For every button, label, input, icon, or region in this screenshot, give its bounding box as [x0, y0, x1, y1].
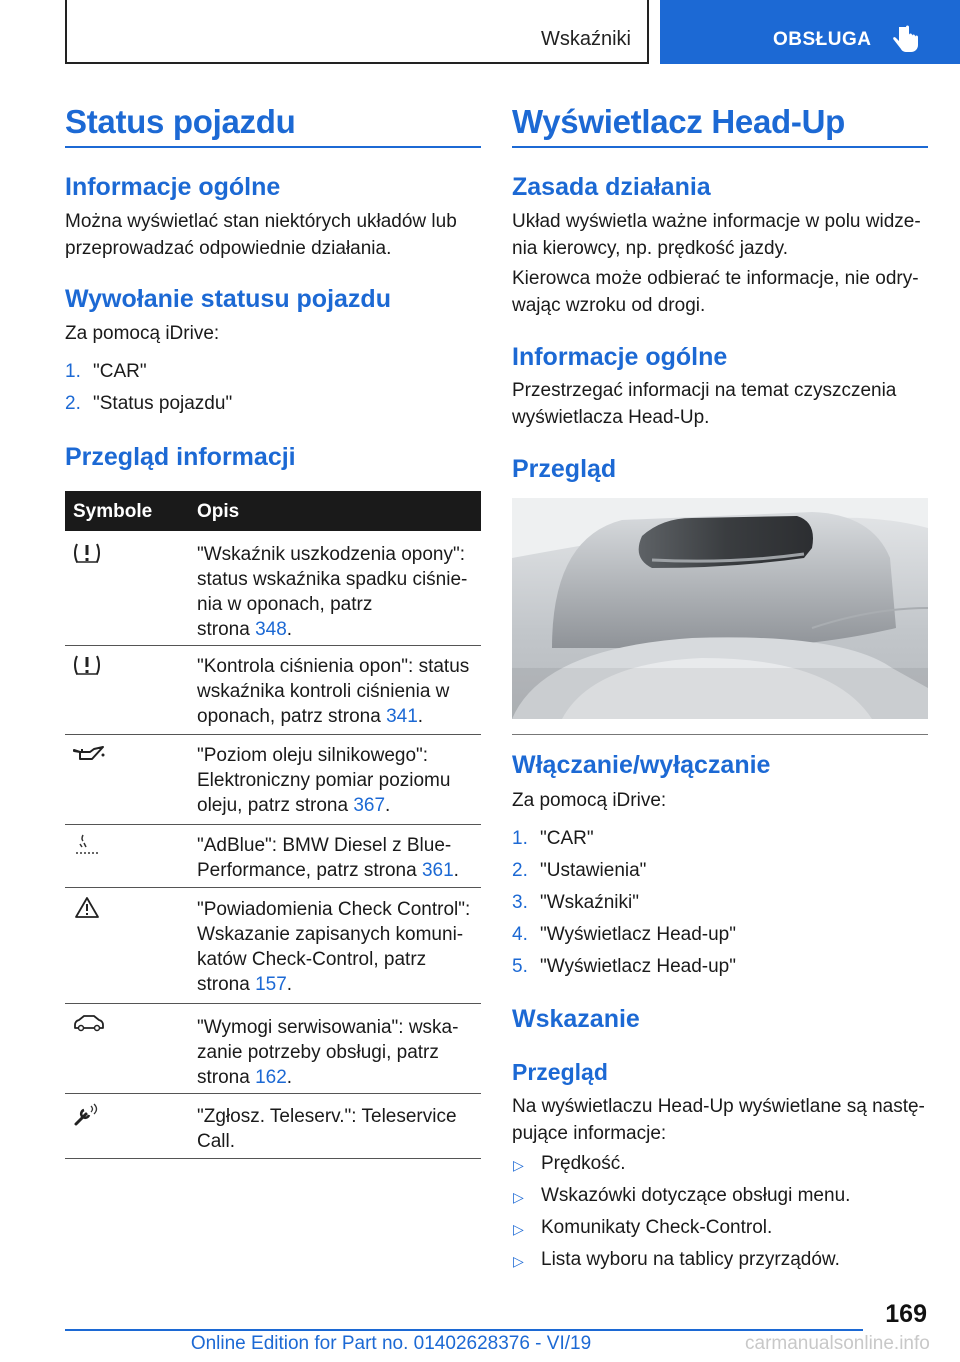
table-cell-desc: "AdBlue": BMW Diesel z Blue- Performance, patrz strona 361.: [197, 835, 459, 881]
table-row-divider: [65, 887, 481, 888]
list-item: "Wyświetlacz Head-up": [540, 924, 736, 945]
table-cell-desc: "Wskaźnik uszkodzenia opony": status wskaźnika spadku ciśnie- nia w oponach, patrz strona 348.: [197, 544, 468, 640]
right-overview-heading: Przegląd: [512, 455, 617, 483]
right-principle-p1-line2: nia kierowcy, np. prędkość jazdy.: [512, 238, 788, 259]
list-item: "Wskaźniki": [540, 892, 639, 913]
list-item: "CAR": [93, 361, 147, 382]
head-up-display-photo: [512, 498, 928, 719]
list-number: 1.: [65, 361, 81, 382]
right-general-line2: wyświetlacza Head-Up.: [512, 407, 710, 428]
photo-divider: [512, 734, 928, 735]
table-row-divider: [65, 1003, 481, 1004]
bullet-item: Prędkość.: [541, 1153, 626, 1174]
table-row-divider: [65, 1093, 481, 1094]
service-car-icon: [72, 1009, 106, 1035]
page-reference-link[interactable]: 367: [353, 795, 386, 816]
wrench-signal-icon: [72, 1102, 102, 1128]
list-number: 3.: [512, 892, 528, 913]
header-chapter-label: OBSŁUGA: [773, 29, 872, 50]
left-page-title: Status pojazdu: [65, 103, 296, 140]
header-section-box: [65, 0, 649, 64]
table-cell-desc: "Kontrola ciśnienia opon": status wskaźnika kontroli ciśnienia w oponach, patrz strona 341.: [197, 656, 470, 727]
tire-pressure-icon: [72, 652, 102, 678]
right-display-line1: Na wyświetlaczu Head-Up wyświetlane są nastę-: [512, 1096, 925, 1117]
left-call-intro: Za pomocą iDrive:: [65, 323, 220, 344]
right-general-line1: Przestrzegać informacji na temat czyszczenia: [512, 380, 897, 401]
footer-edition: Online Edition for Part no. 01402628376 - VI/19: [190, 1333, 592, 1354]
table-cell-desc: "Zgłosz. Teleserv.": Teleservice Call.: [197, 1106, 457, 1152]
page-number: 169: [885, 1300, 927, 1328]
left-general-line1: Można wyświetlać stan niektórych układów lub: [65, 211, 457, 232]
list-number: 4.: [512, 924, 528, 945]
page-reference-link[interactable]: 361: [421, 860, 454, 881]
table-row-divider: [65, 824, 481, 825]
oil-can-icon: [72, 741, 106, 767]
table-row-divider: [65, 645, 481, 646]
table-cell-desc: "Powiadomienia Check Control": Wskazanie zapisanych komuni- katów Check-Control, patrz strona 157.: [197, 899, 471, 995]
right-principle-p2-line1: Kierowca może odbierać te informacje, nie odry-: [512, 268, 919, 289]
table-cell-desc: "Poziom oleju silnikowego": Elektroniczny pomiar poziomu oleju, patrz strona 367.: [197, 745, 451, 816]
list-item: "Ustawienia": [540, 860, 647, 881]
left-general-line2: przeprowadzać odpowiednie działania.: [65, 238, 392, 259]
triangle-bullet-icon: ▷: [513, 1253, 524, 1269]
page-reference-link[interactable]: 348: [255, 619, 287, 640]
list-number: 2.: [65, 393, 81, 414]
page-reference-link[interactable]: 157: [255, 974, 287, 995]
bullet-item: Lista wyboru na tablicy przyrządów.: [541, 1249, 840, 1270]
list-item: "Wyświetlacz Head-up": [540, 956, 736, 977]
triangle-bullet-icon: ▷: [513, 1189, 524, 1205]
left-title-rule: [65, 146, 481, 148]
bullet-item: Komunikaty Check-Control.: [541, 1217, 773, 1238]
list-number: 2.: [512, 860, 528, 881]
left-overview-heading: Przegląd informacji: [65, 443, 296, 471]
right-principle-p2-line2: wając wzroku od drogi.: [512, 295, 706, 316]
tire-warning-icon: [72, 540, 102, 566]
right-page-title: Wyświetlacz Head-Up: [512, 103, 845, 140]
right-principle-p1-line1: Układ wyświetla ważne informacje w polu widze-: [512, 211, 921, 232]
table-col-desc: Opis: [197, 501, 240, 522]
warning-triangle-icon: [72, 895, 102, 921]
left-call-heading: Wywołanie statusu pojazdu: [65, 285, 391, 313]
right-principle-heading: Zasada działania: [512, 173, 711, 201]
bullet-item: Wskazówki dotyczące obsługi menu.: [541, 1185, 851, 1206]
right-title-rule: [512, 146, 928, 148]
table-cell-desc: "Wymogi serwisowania": wska- zanie potrzeby obsługi, patrz strona 162.: [197, 1017, 459, 1088]
dashboard-illustration: [512, 498, 928, 719]
adblue-icon: [72, 832, 102, 858]
table-col-symbol: Symbole: [73, 501, 153, 522]
page-reference-link[interactable]: 341: [386, 706, 418, 727]
list-number: 1.: [512, 828, 528, 849]
left-general-heading: Informacje ogólne: [65, 173, 281, 201]
right-onoff-intro: Za pomocą iDrive:: [512, 790, 667, 811]
list-number: 5.: [512, 956, 528, 977]
right-general-heading: Informacje ogólne: [512, 343, 728, 371]
table-header: [65, 491, 481, 531]
right-display-subheading: Przegląd: [512, 1059, 608, 1085]
footer-rule: [65, 1329, 863, 1331]
list-item: "Status pojazdu": [93, 393, 233, 414]
header-section-title: Wskaźniki: [540, 28, 631, 50]
triangle-bullet-icon: ▷: [513, 1157, 524, 1173]
right-display-line2: pujące informacje:: [512, 1123, 667, 1144]
right-onoff-heading: Włączanie/wyłączanie: [512, 751, 771, 779]
table-row-divider: [65, 734, 481, 735]
table-row-divider: [65, 1158, 481, 1159]
right-display-heading: Wskazanie: [512, 1005, 640, 1033]
pointing-hand-icon: [893, 25, 921, 55]
list-item: "CAR": [540, 828, 594, 849]
page-reference-link[interactable]: 162: [255, 1067, 287, 1088]
watermark: carmanualsonline.info: [745, 1333, 930, 1354]
triangle-bullet-icon: ▷: [513, 1221, 524, 1237]
